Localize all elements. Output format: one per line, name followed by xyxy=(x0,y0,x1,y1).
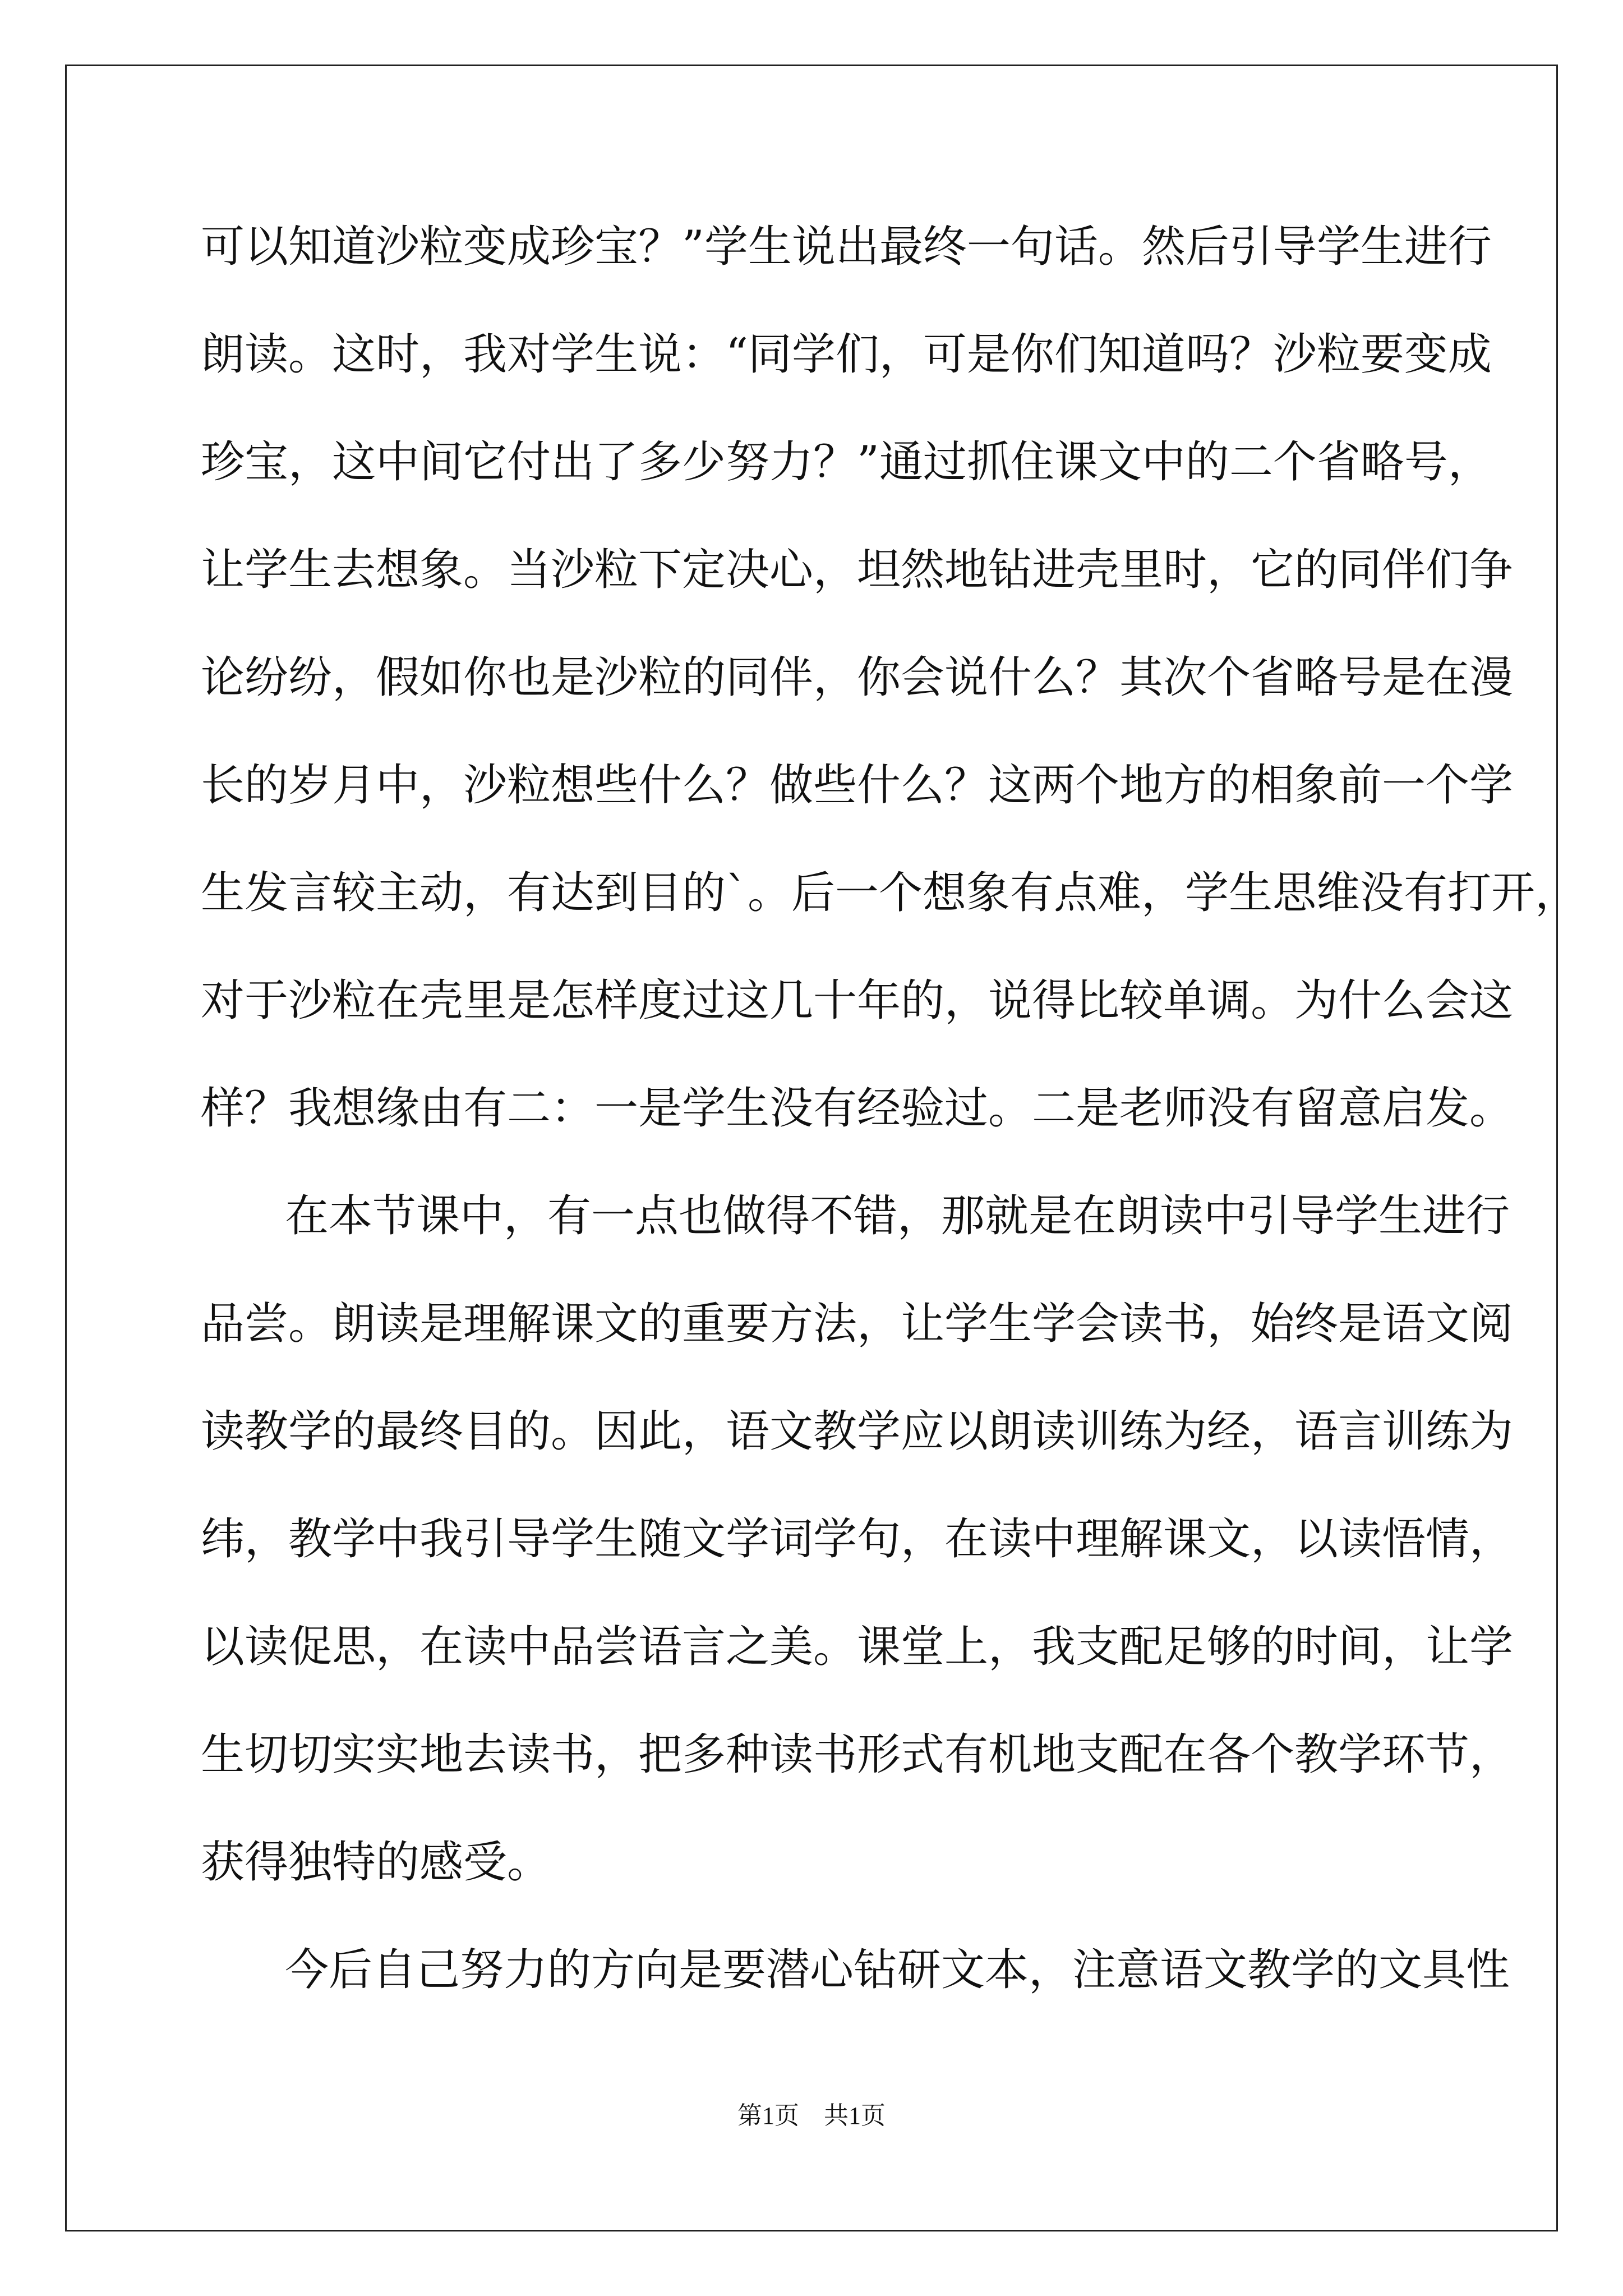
text-line: 让学生去想象。当沙粒下定决心，坦然地钻进壳里时，它的同伴们争 xyxy=(201,545,1514,595)
page-number-footer: 第1页 共1页 xyxy=(737,2102,886,2129)
page-border xyxy=(65,65,1579,2231)
text-line: 样？我想缘由有二：一是学生没有经验过。二是老师没有留意启发。 xyxy=(201,1083,1514,1134)
text-line: 品尝。朗读是理解课文的重要方法，让学生学会读书，始终是语文阅 xyxy=(201,1299,1514,1349)
text-line: 可以知道沙粒变成珍宝？”学生说出最终一句话。然后引导学生进行 xyxy=(201,222,1492,272)
text-line: 获得独特的感受。 xyxy=(201,1837,551,1888)
text-line: 对于沙粒在壳里是怎样度过这几十年的，说得比较单调。为什么会这 xyxy=(201,976,1514,1026)
text-line: 纬，教学中我引导学生随文学词学句，在读中理解课文，以读悟情， xyxy=(201,1514,1514,1565)
text-line: 读教学的最终目的。因此，语文教学应以朗读训练为经，语言训练为 xyxy=(201,1406,1514,1457)
text-line: 论纷纷，假如你也是沙粒的同伴，你会说什么？其次个省略号是在漫 xyxy=(201,652,1514,703)
text-line: 生发言较主动，有达到目的`。后一个想象有点难，学生思维没有打开， xyxy=(201,868,1579,918)
text-line: 珍宝，这中间它付出了多少努力？”通过抓住课文中的二个省略号， xyxy=(201,437,1492,487)
paragraph-first-line: 在本节课中，有一点也做得不错，那就是在朗读中引导学生进行 xyxy=(285,1191,1510,1241)
text-line: 生切切实实地去读书，把多种读书形式有机地支配在各个教学环节， xyxy=(201,1729,1514,1780)
text-line: 以读促思，在读中品尝语言之美。课堂上，我支配足够的时间，让学 xyxy=(201,1622,1514,1672)
text-line: 朗读。这时，我对学生说：“同学们，可是你们知道吗？沙粒要变成 xyxy=(201,329,1492,380)
text-line: 长的岁月中，沙粒想些什么？做些什么？这两个地方的相象前一个学 xyxy=(201,760,1514,811)
paragraph-first-line: 今后自己努力的方向是要潜心钻研文本，注意语文教学的文具性 xyxy=(285,1945,1510,1995)
